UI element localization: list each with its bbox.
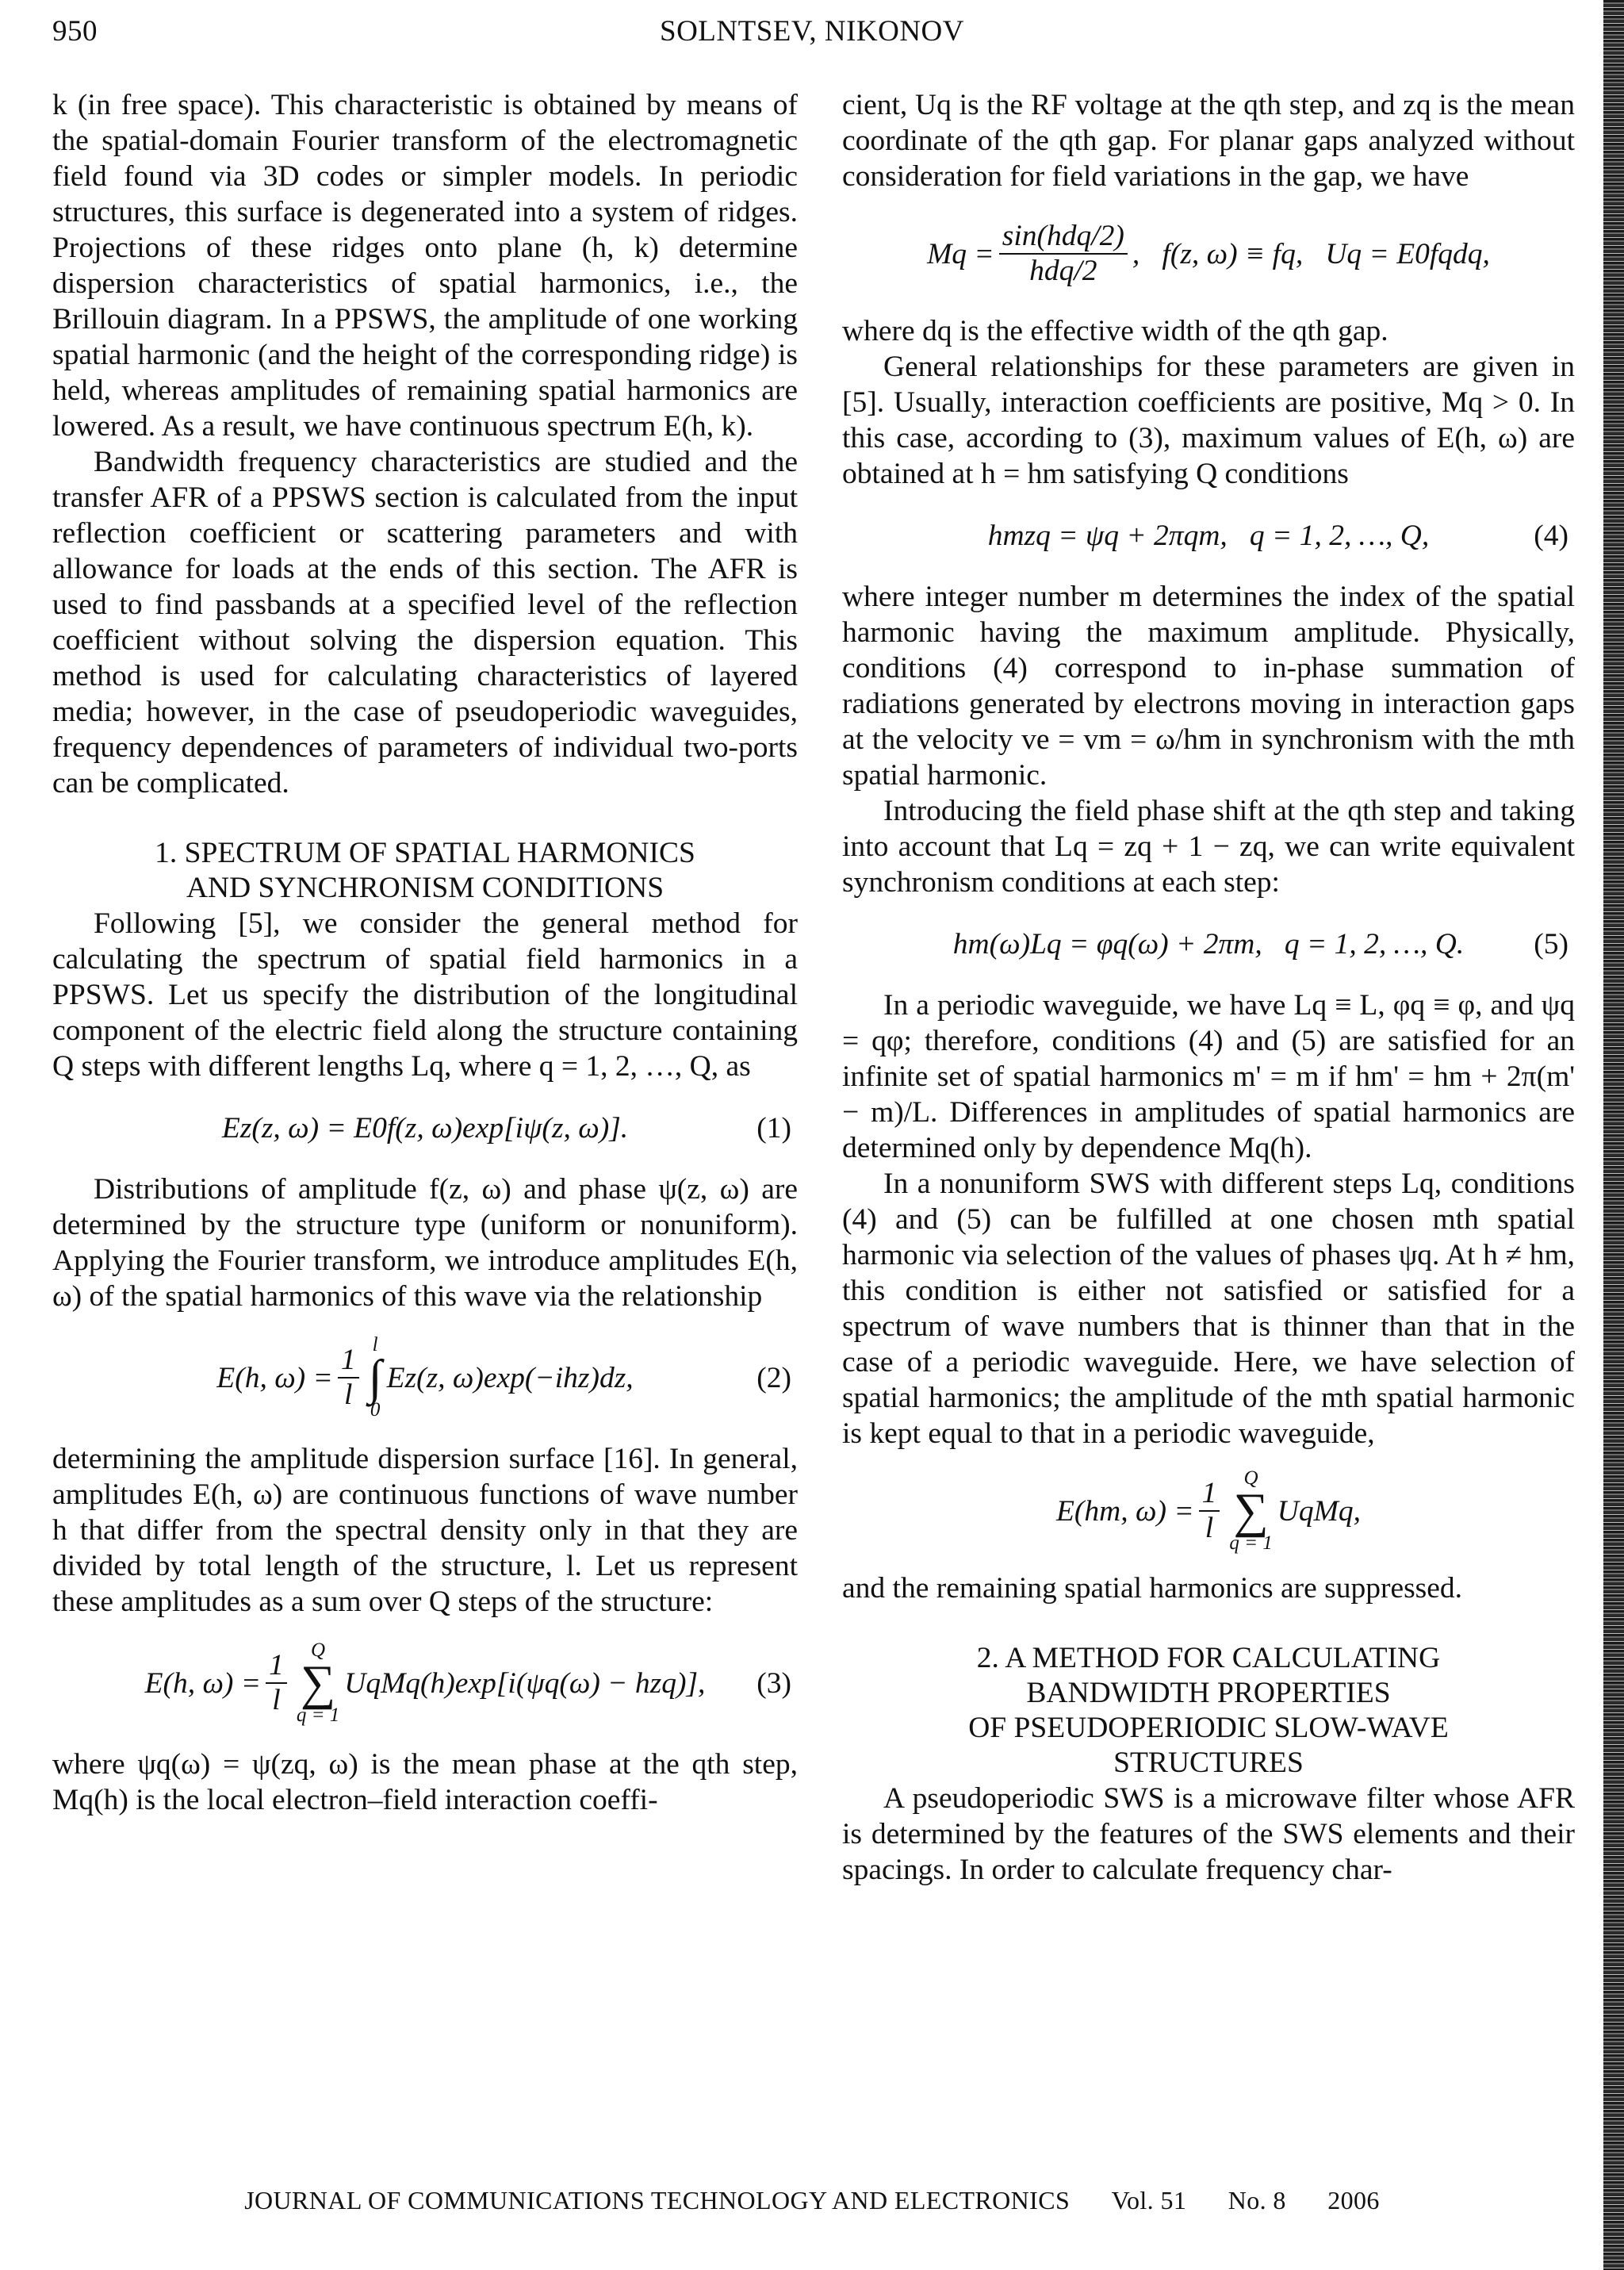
journal-footer xyxy=(0,2186,1624,2215)
fraction-numerator: sin(hdq/2) xyxy=(999,220,1128,255)
fraction xyxy=(999,220,1128,288)
fraction-numerator: 1 xyxy=(1199,1477,1220,1512)
running-header-authors: SOLNTSEV, NIKONOV xyxy=(660,15,964,48)
summation-operator xyxy=(1229,1468,1272,1554)
equation-number: (3) xyxy=(756,1666,791,1700)
equation-number: (5) xyxy=(1534,927,1568,961)
paragraph: In a nonuniform SWS with different steps Lq, conditions (4) and (5) can be fulfilled at one chosen mth spatial harmonic via selection of the values of phases ψq. At h ≠ hm, this condition is either not satisfied or satisfied for a spectrum of wave numbers that is thinner than that in the case of a periodic waveguide. Here, we have selection of spatial harmonics; the amplitude of the mth spatial harmonic is kept equal to that in a periodic waveguide, xyxy=(842,1168,1575,1450)
equation-3 xyxy=(52,1620,798,1747)
equation-1 xyxy=(52,1084,798,1171)
equation-harmonic-amplitude xyxy=(842,1451,1575,1570)
sigma-icon: ∑ xyxy=(300,1656,336,1710)
equation-5 xyxy=(842,900,1575,987)
section-heading: OF PSEUDOPERIODIC SLOW-WAVE xyxy=(968,1712,1449,1744)
scan-edge-shadow xyxy=(1603,0,1624,2270)
equation-lhs: E(h, ω) = xyxy=(144,1666,262,1700)
sum-upper-limit: Q xyxy=(1243,1467,1258,1489)
section-heading: STRUCTURES xyxy=(1113,1747,1304,1779)
fraction-numerator: 1 xyxy=(338,1344,359,1378)
section-heading: 1. SPECTRUM OF SPATIAL HARMONICS xyxy=(155,837,695,869)
paragraph: determining the amplitude dispersion surface [16]. In general, amplitudes E(h, ω) are continuous functions of wave number h that differ from the spectral density only in that they are divided by total length of the structure, l. Let us represent these amplitudes as a sum over Q steps of the structure: xyxy=(52,1443,798,1618)
paragraph: and the remaining spatial harmonics are suppressed. xyxy=(842,1572,1463,1605)
equation-interaction-coefficient xyxy=(842,194,1575,313)
sum-upper-limit: Q xyxy=(311,1639,326,1661)
sigma-icon: ∑ xyxy=(1233,1484,1269,1538)
paragraph: Bandwidth frequency characteristics are studied and the transfer AFR of a PPSWS section is calculated from the input reflection coefficient or scattering parameters and with allowance for loads at the ends of this section. The AFR is used to find passbands at a specified level of the reflection coefficient without solving the dispersion equation. This method is used for calculating characteristics of layered media; however, in the case of pseudoperiodic waveguides, frequency dependences of parameters of individual two-ports can be complicated. xyxy=(52,446,798,799)
paragraph: Distributions of amplitude f(z, ω) and phase ψ(z, ω) are determined by the structure type (uniform or nonuniform). Applying the Fourier transform, we introduce amplitudes E(h, ω) of the spatial harmonics of this wave via the relationship xyxy=(52,1173,798,1313)
paragraph: A pseudoperiodic SWS is a microwave filter whose AFR is determined by the features of the SWS elements and their spacings. In order to calculate frequency char- xyxy=(842,1782,1575,1886)
equation-lhs: E(hm, ω) = xyxy=(1056,1494,1194,1528)
section-heading: AND SYNCHRONISM CONDITIONS xyxy=(186,872,665,904)
journal-number: No. 8 xyxy=(1228,2186,1286,2214)
fraction-denominator: l xyxy=(1205,1512,1214,1544)
fraction-denominator: hdq/2 xyxy=(1029,255,1097,287)
paragraph: where ψq(ω) = ψ(zq, ω) is the mean phase at the qth step, Mq(h) is the local electron–field interaction coeffi- xyxy=(52,1748,798,1816)
integral-upper-limit: l xyxy=(372,1334,378,1355)
journal-year: 2006 xyxy=(1327,2186,1380,2214)
integral-operator xyxy=(369,1335,382,1421)
equation-body: Ez(z, ω) = E0f(z, ω)exp[iψ(z, ω)]. xyxy=(221,1111,629,1145)
equation-rhs: UqMq, xyxy=(1277,1494,1361,1528)
paragraph: In a periodic waveguide, we have Lq ≡ L, φq ≡ φ, and ψq = qφ; therefore, conditions (4) and (5) are satisfied for an infinite set of spatial harmonics m' = m if hm' = hm + 2π(m' − m)/L. Differences in amplitudes of spatial harmonics are determined only by dependence Mq(h). xyxy=(842,989,1575,1164)
equation-number: (1) xyxy=(756,1111,791,1145)
journal-volume: Vol. 51 xyxy=(1111,2186,1187,2214)
equation-rhs: UqMq(h)exp[i(ψq(ω) − hzq)], xyxy=(344,1666,706,1700)
paragraph: Introducing the field phase shift at the qth step and taking into account that Lq = zq + 1 − zq, we can write equivalent synchronism conditions at each step: xyxy=(842,795,1575,899)
fraction-numerator: 1 xyxy=(266,1649,287,1684)
fraction-denominator: l xyxy=(272,1684,281,1716)
paragraph: where integer number m determines the index of the spatial harmonic having the maximum amplitude. Physically, conditions (4) correspond to in-phase summation of radiations generated by electrons moving in interaction gaps at the velocity ve = vm = ω/hm in synchronism with the mth spatial harmonic. xyxy=(842,581,1575,792)
fraction xyxy=(338,1344,359,1412)
sum-lower-limit: q = 1 xyxy=(296,1704,340,1726)
journal-name: JOURNAL OF COMMUNICATIONS TECHNOLOGY AND ELECTRONICS xyxy=(244,2186,1071,2214)
left-column xyxy=(52,87,798,1818)
fraction-denominator: l xyxy=(344,1378,353,1411)
section-heading: 2. A METHOD FOR CALCULATING xyxy=(976,1642,1441,1674)
equation-body: hm(ω)Lq = φq(ω) + 2πm, q = 1, 2, …, Q. xyxy=(952,927,1465,961)
integral-lower-limit: 0 xyxy=(370,1399,381,1421)
paragraph: k (in free space). This characteristic is obtained by means of the spatial-domain Fourier transform of the electromagnetic field found via 3D codes or simpler models. In periodic structures, this surface is degenerated into a system of ridges. Projections of these ridges onto plane (h, k) determine dispersion characteristics of spatial harmonics, i.e., the Brillouin diagram. In a PPSWS, the amplitude of one working spatial harmonic (and the height of the corresponding ridge) is held, whereas amplitudes of remaining spatial harmonics are lowered. As a result, we have continuous spectrum E(h, k). xyxy=(52,89,798,443)
paragraph: cient, Uq is the RF voltage at the qth step, and zq is the mean coordinate of the qth gap. For planar gaps analyzed without consideration for field variations in the gap, we have xyxy=(842,89,1575,193)
equation-number: (4) xyxy=(1534,519,1568,552)
integral-sign-icon: ∫ xyxy=(368,1351,382,1405)
equation-number: (2) xyxy=(756,1361,791,1394)
right-column xyxy=(842,87,1575,1888)
page-number: 950 xyxy=(52,15,98,48)
paragraph: where dq is the effective width of the qth gap. xyxy=(842,315,1388,347)
equation-rhs: , f(z, ω) ≡ fq, Uq = E0fqdq, xyxy=(1132,237,1490,270)
equation-lhs: Mq = xyxy=(927,237,994,270)
fraction xyxy=(1199,1477,1220,1545)
equation-body: hmzq = ψq + 2πqm, q = 1, 2, …, Q, xyxy=(987,519,1430,552)
equation-4 xyxy=(842,492,1575,579)
paragraph: General relationships for these parameters are given in [5]. Usually, interaction coefficients are positive, Mq > 0. In this case, according to (3), maximum values of E(h, ω) are obtained at h = hm satisfying Q conditions xyxy=(842,351,1575,490)
sum-lower-limit: q = 1 xyxy=(1229,1532,1273,1554)
equation-lhs: E(h, ω) = xyxy=(216,1361,333,1394)
paragraph: Following [5], we consider the general method for calculating the spectrum of spatial field harmonics in a PPSWS. Let us specify the distribution of the longitudinal component of the electric field along the structure containing Q steps with different lengths Lq, where q = 1, 2, …, Q, as xyxy=(52,907,798,1083)
fraction xyxy=(266,1649,287,1717)
equation-rhs: Ez(z, ω)exp(−ihz)dz, xyxy=(386,1361,634,1394)
section-heading: BANDWIDTH PROPERTIES xyxy=(1026,1677,1391,1709)
equation-2 xyxy=(52,1314,798,1441)
summation-operator xyxy=(297,1640,339,1726)
